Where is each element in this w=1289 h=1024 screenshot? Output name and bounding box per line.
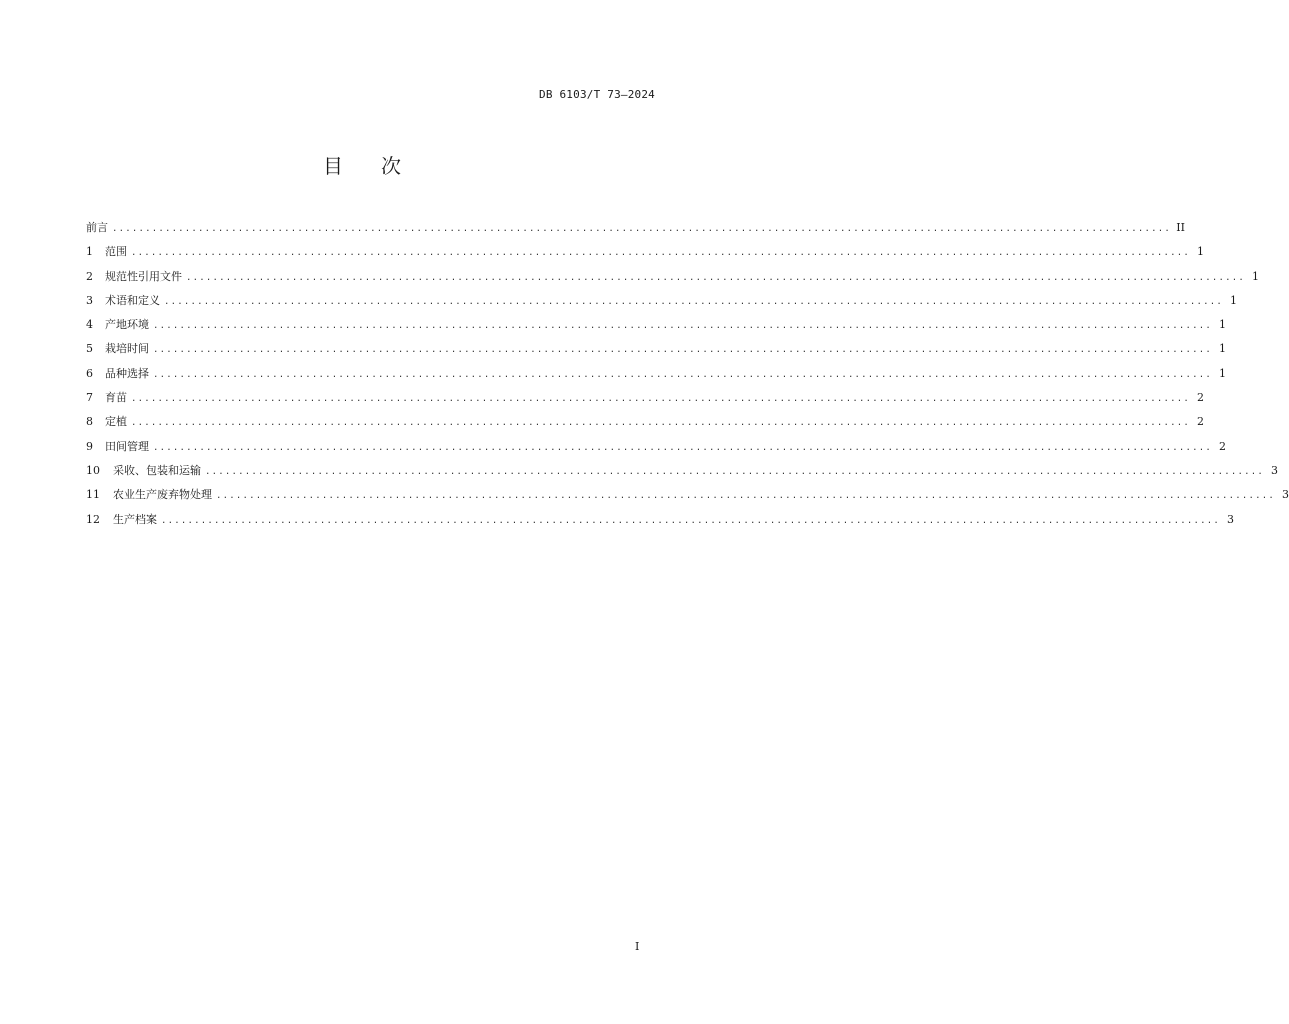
- toc-entry-page: 1: [1218, 342, 1226, 356]
- toc-entry-page: 2: [1196, 391, 1204, 405]
- toc-entry-agricultural-waste-disposal[interactable]: [86, 483, 1289, 507]
- toc-entry-harvest-packaging-transport[interactable]: [86, 459, 1278, 483]
- toc-entry-label: 规范性引用文件: [105, 269, 182, 283]
- toc-entry-number: 2: [86, 269, 93, 283]
- toc-entry-label: 田间管理: [105, 439, 149, 453]
- toc-entry-number: 9: [86, 439, 93, 453]
- toc-leader-dots: ................................................................................................................................................................: [164, 296, 1223, 307]
- page-title: 目次: [323, 154, 439, 178]
- toc-entry-label: 范围: [105, 245, 127, 259]
- toc-leader-dots: ................................................................................................................................................................: [112, 224, 1171, 234]
- toc-entry-page: II: [1176, 221, 1185, 234]
- toc-entry-page: 3: [1226, 512, 1234, 526]
- toc-entry-seedling-raising[interactable]: [86, 386, 1204, 410]
- toc-entry-page: 3: [1281, 488, 1289, 502]
- toc-entry-number: 4: [86, 318, 93, 332]
- toc-entry-field-management[interactable]: [86, 435, 1226, 459]
- toc-entry-label: 生产档案: [113, 512, 157, 526]
- toc-entry-label: 育苗: [105, 391, 127, 405]
- toc-leader-dots: ................................................................................................................................................................: [131, 394, 1190, 405]
- toc-entry-label: 前言: [86, 221, 108, 234]
- toc-leader-dots: ................................................................................................................................................................: [153, 369, 1212, 380]
- toc-leader-dots: ................................................................................................................................................................: [153, 345, 1212, 356]
- toc-entry-page: 1: [1218, 366, 1226, 380]
- toc-entry-page: 1: [1251, 269, 1259, 283]
- table-of-contents: [86, 216, 1289, 532]
- toc-leader-dots: ................................................................................................................................................................: [205, 466, 1264, 477]
- toc-entry-label: 栽培时间: [105, 342, 149, 356]
- toc-entry-foreword[interactable]: [86, 216, 1185, 240]
- toc-entry-number: 11: [86, 488, 100, 502]
- toc-entry-variety-selection[interactable]: [86, 362, 1226, 386]
- toc-entry-number: 1: [86, 245, 93, 259]
- toc-entry-transplanting[interactable]: [86, 410, 1204, 434]
- toc-leader-dots: ................................................................................................................................................................: [131, 418, 1190, 429]
- toc-entry-number: 7: [86, 391, 93, 405]
- toc-entry-normative-references[interactable]: [86, 265, 1259, 289]
- toc-leader-dots: ................................................................................................................................................................: [186, 272, 1245, 283]
- toc-entry-terms-definitions[interactable]: [86, 289, 1237, 313]
- toc-entry-page: 2: [1196, 415, 1204, 429]
- toc-entry-scope[interactable]: [86, 240, 1204, 264]
- toc-entry-label: 定植: [105, 415, 127, 429]
- toc-entry-label: 采收、包装和运输: [113, 463, 201, 477]
- toc-entry-page: 1: [1218, 318, 1226, 332]
- toc-entry-number: 8: [86, 415, 93, 429]
- toc-entry-label: 术语和定义: [105, 293, 160, 307]
- toc-entry-page: 3: [1270, 463, 1278, 477]
- document-code: DB 6103/T 73—2024: [539, 88, 655, 101]
- toc-leader-dots: ................................................................................................................................................................: [153, 442, 1212, 453]
- toc-entry-label: 农业生产废弃物处理: [113, 488, 212, 502]
- toc-leader-dots: ................................................................................................................................................................: [153, 321, 1212, 332]
- toc-entry-number: 10: [86, 463, 100, 477]
- toc-leader-dots: ................................................................................................................................................................: [216, 491, 1275, 502]
- toc-leader-dots: ................................................................................................................................................................: [131, 248, 1190, 259]
- toc-entry-number: 12: [86, 512, 100, 526]
- toc-entry-page: 1: [1196, 245, 1204, 259]
- toc-entry-number: 3: [86, 293, 93, 307]
- toc-entry-label: 产地环境: [105, 318, 149, 332]
- toc-entry-page: 2: [1218, 439, 1226, 453]
- toc-entry-label: 品种选择: [105, 366, 149, 380]
- toc-entry-number: 6: [86, 366, 93, 380]
- toc-entry-cultivation-time[interactable]: [86, 337, 1226, 361]
- toc-entry-production-environment[interactable]: [86, 313, 1226, 337]
- toc-entry-production-records[interactable]: [86, 508, 1234, 532]
- toc-entry-page: 1: [1229, 293, 1237, 307]
- toc-leader-dots: ................................................................................................................................................................: [161, 515, 1220, 526]
- toc-entry-number: 5: [86, 342, 93, 356]
- page-number: I: [635, 940, 640, 953]
